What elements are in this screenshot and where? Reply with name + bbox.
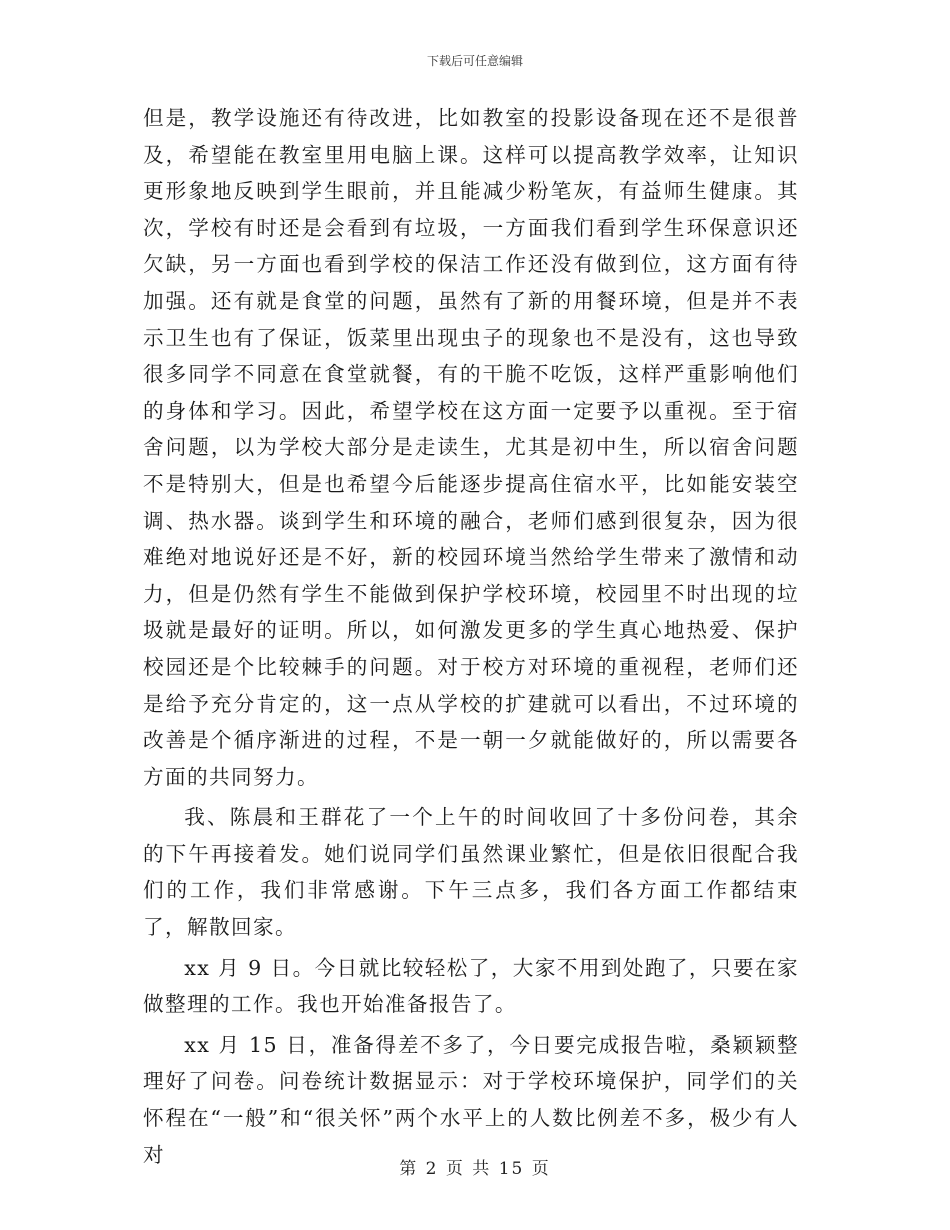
paragraph: xx 月 15 日，准备得差不多了，今日要完成报告啦，桑颖颖整理好了问卷。问卷统计数据显示：对于学校环境保护，同学们的关怀程在“一般”和“很关怀”两个水平上的人数比例差不多，极少有人对 — [143, 1032, 799, 1167]
page-header-note: 下载后可任意编辑 — [426, 54, 523, 68]
paragraph: xx 月 9 日。今日就比较轻松了，大家不用到处跑了，只要在家做整理的工作。我也开始准备报告了。 — [143, 955, 799, 1017]
page-number-footer: 第 2 页 共 15 页 — [399, 1159, 551, 1179]
paragraph: 但是，教学设施还有待改进，比如教室的投影设备现在还不是很普及，希望能在教室里用电脑上课。这样可以提高教学效率，让知识更形象地反映到学生眼前，并且能减少粉笔灰，有益师生健康。其次，学校有时还是会看到有垃圾，一方面我们看到学生环保意识还欠缺，另一方面也看到学校的保洁工作还没有做到位，这方面有待加强。还有就是食堂的问题，虽然有了新的用餐环境，但是并不表示卫生也有了保证，饭菜里出现虫子的现象也不是没有，这也导致很多同学不同意在食堂就餐，有的干脆不吃饭，这样严重影响他们的身体和学习。因此，希望学校在这方面一定要予以重视。至于宿舍问题，以为学校大部分是走读生，尤其是初中生，所以宿舍问题不是特别大，但是也希望今后能逐步提高住宿水平，比如能安装空调、热水器。谈到学生和环境的融合，老师们感到很复杂，因为很难绝对地说好还是不好，新的校园环境当然给学生带来了激情和动力，但是仍然有学生不能做到保护学校环境，校园里不时出现的垃圾就是最好的证明。所以，如何激发更多的学生真心地热爱、保护校园还是个比较棘手的问题。对于校方对环境的重视程，老师们还是给予充分肯定的，这一点从学校的扩建就可以看出，不过环境的改善是个循序渐进的过程，不是一朝一夕就能做好的，所以需要各方面的共同努力。 — [143, 106, 799, 789]
document-body — [143, 100, 799, 1173]
paragraph: 我、陈晨和王群花了一个上午的时间收回了十多份问卷，其余的下午再接着发。她们说同学们虽然课业繁忙，但是依旧很配合我们的工作，我们非常感谢。下午三点多，我们各方面工作都结束了，解散回家。 — [143, 805, 799, 940]
